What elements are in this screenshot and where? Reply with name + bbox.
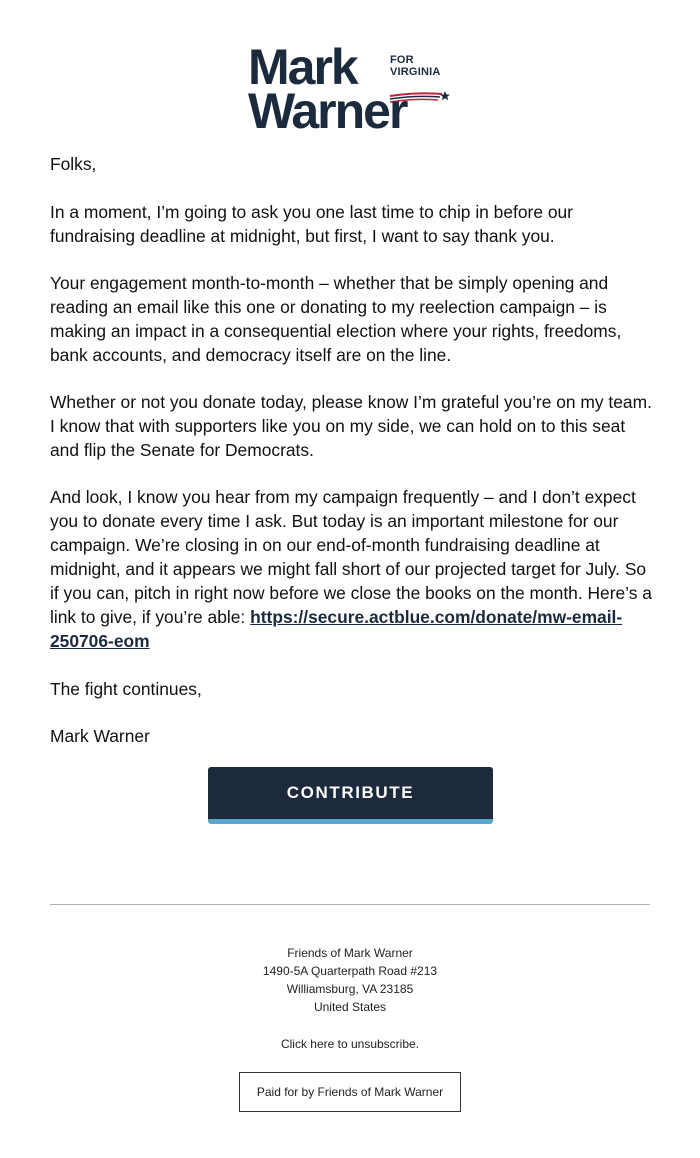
paragraph-4 [50,485,655,653]
logo-text-mark: Mark [248,39,357,95]
paragraph-3: Whether or not you donate today, please know I’m grateful you’re on my team. I know that with supporters like you on my side, we can hold on to this seat and flip the Senate for Democrats. [50,392,652,460]
logo-tag-for: FOR [390,54,414,66]
paid-for-disclaimer: Paid for by Friends of Mark Warner [239,1072,461,1112]
footer-street: 1490-5A Quarterpath Road #213 [262,964,438,978]
logo-text-warner: Warner [248,83,407,139]
paragraph-4-text: And look, I know you hear from my campaign frequently – and I don’t expect you to donate every time I ask. But today is an important milestone for our campaign. We’re closing in on our end-of-month fundraising deadline at midnight, and it appears we might fall short of our projected target for July. So if you can, pitch in right now before we close the books on the month. Here’s a link to give, if you’re able: [50,487,652,627]
footer-address [0,944,700,1016]
footer-org: Friends of Mark Warner [287,946,413,960]
footer-country: United States [313,1000,387,1014]
greeting: Folks, [50,154,97,174]
footer-city: Williamsburg, VA 23185 [286,982,414,996]
logo-tag-virginia: VIRGINIA [390,66,441,78]
paragraph-1: In a moment, I’m going to ask you one last time to chip in before our fundraising deadline at midnight, but first, I want to say thank you. [50,202,573,246]
signature: Mark Warner [50,726,150,746]
logo-tagline [390,54,441,78]
paragraph-2: Your engagement month-to-month – whether that be simply opening and reading an email like this one or donating to my reelection campaign – is making an impact in a consequential election where your rights, freedoms, bank accounts, and democracy itself are on the line. [50,273,622,365]
unsubscribe-link[interactable]: Click here to unsubscribe. [280,1037,420,1051]
campaign-logo [248,40,458,140]
donate-link[interactable]: https://secure.actblue.com/donate/mw-email-250706-eom [50,607,623,651]
contribute-button[interactable]: CONTRIBUTE [208,767,493,824]
footer-divider [50,904,650,905]
closing: The fight continues, [50,679,202,699]
